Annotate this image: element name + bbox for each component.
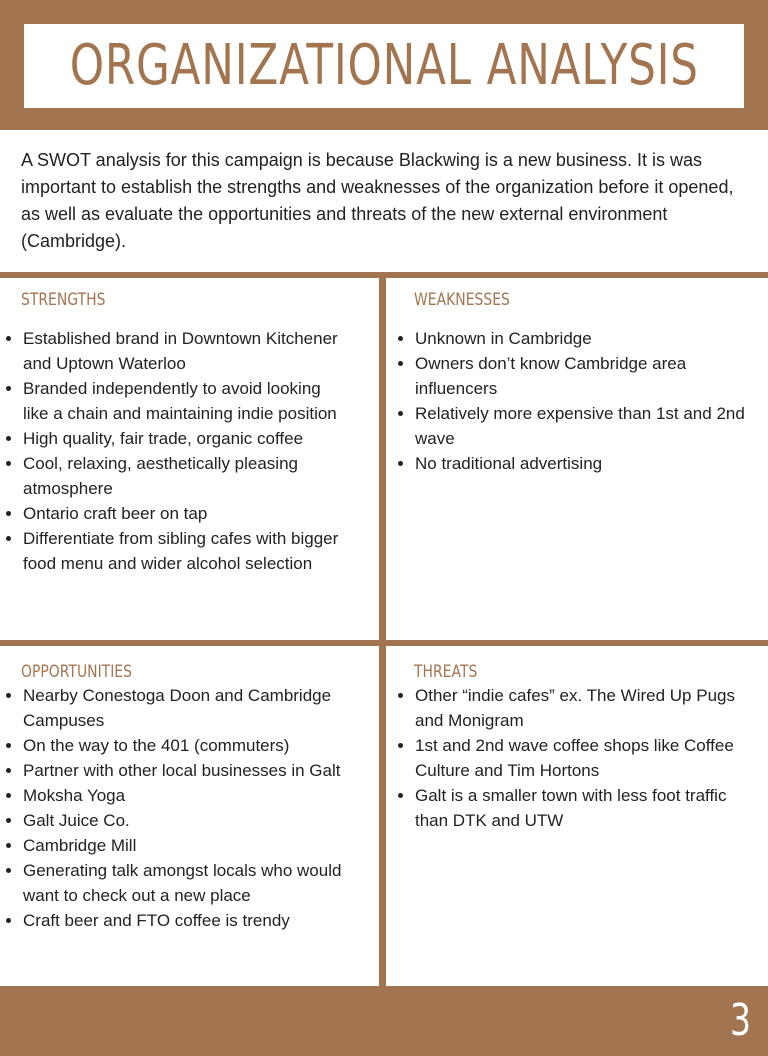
list-item: • Cool, relaxing, aesthetically pleasing atmosphere — [23, 451, 343, 501]
list-item: • 1st and 2nd wave coffee shops like Coffee Culture and Tim Hortons — [415, 733, 760, 783]
threats-heading: THREATS — [414, 662, 478, 682]
title-box — [24, 24, 744, 108]
strengths-heading: STRENGTHS — [21, 290, 106, 310]
intro-paragraph: A SWOT analysis for this campaign is because Blackwing is a new business. It is was important to establish the strengths and weaknesses of the organization before it opened, as well as evaluate the opportunities and threats of the new external environment (Cambridge). — [21, 150, 734, 251]
list-item: • Generating talk amongst locals who would want to check out a new place — [23, 858, 343, 908]
list-item: • High quality, fair trade, organic coffee — [23, 426, 343, 451]
divider-vertical — [379, 272, 386, 988]
list-item: • Differentiate from sibling cafes with bigger food menu and wider alcohol selection — [23, 526, 343, 576]
threats-list — [392, 683, 760, 833]
page-number: 3 — [730, 995, 751, 1046]
strengths-list — [0, 326, 343, 576]
header-banner — [0, 0, 768, 130]
list-item: • Craft beer and FTO coffee is trendy — [23, 908, 343, 933]
list-item: • Galt is a smaller town with less foot traffic than DTK and UTW — [415, 783, 760, 833]
list-item: • Cambridge Mill — [23, 833, 343, 858]
list-item: • Unknown in Cambridge — [415, 326, 760, 351]
weaknesses-section — [392, 290, 762, 476]
footer-bar — [0, 986, 768, 1056]
list-item: • Relatively more expensive than 1st and 2nd wave — [415, 401, 760, 451]
threats-section — [392, 662, 762, 833]
page-title: ORGANIZATIONAL ANALYSIS — [69, 33, 699, 98]
list-item: • Moksha Yoga — [23, 783, 343, 808]
list-item: • No traditional advertising — [415, 451, 760, 476]
list-item: • Other “indie cafes” ex. The Wired Up Pugs and Monigram — [415, 683, 760, 733]
strengths-section — [0, 290, 360, 576]
weaknesses-list — [392, 326, 760, 476]
opportunities-heading: OPPORTUNITIES — [21, 662, 132, 682]
list-item: • On the way to the 401 (commuters) — [23, 733, 343, 758]
list-item: • Nearby Conestoga Doon and Cambridge Campuses — [23, 683, 343, 733]
opportunities-list — [0, 683, 343, 933]
opportunities-section — [0, 662, 360, 933]
weaknesses-heading: WEAKNESSES — [414, 290, 510, 310]
list-item: • Branded independently to avoid looking like a chain and maintaining indie position — [23, 376, 343, 426]
list-item: • Partner with other local businesses in Galt — [23, 758, 343, 783]
list-item: • Owners don’t know Cambridge area influencers — [415, 351, 760, 401]
list-item: • Ontario craft beer on tap — [23, 501, 343, 526]
list-item: • Galt Juice Co. — [23, 808, 343, 833]
list-item: • Established brand in Downtown Kitchener and Uptown Waterloo — [23, 326, 343, 376]
